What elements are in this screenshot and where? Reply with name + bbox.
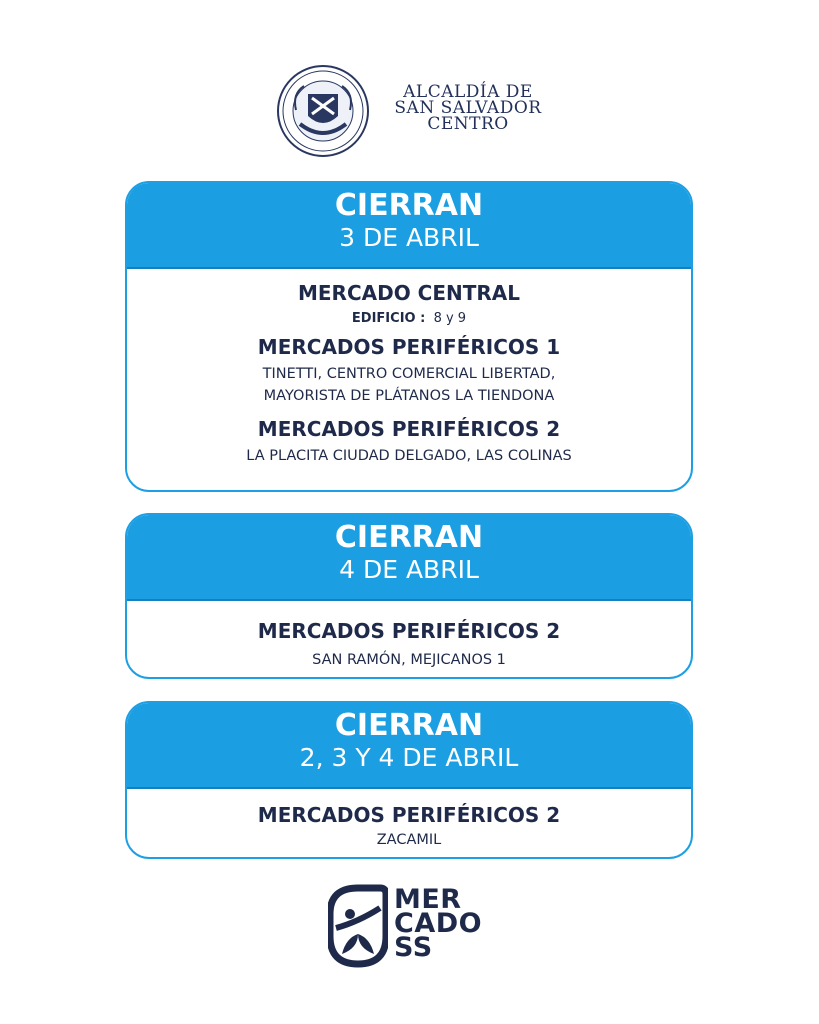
edificio-label: EDIFICIO : [351,311,426,326]
wordmark-line: MER [394,884,462,915]
mercados-ss-logo [328,884,498,968]
edificio-value: 8 y 9 [433,311,467,326]
market-list-line: ZACAMIL [376,832,442,848]
section-heading: MERCADOS PERIFÉRICOS 2 [257,803,561,827]
closure-card [125,701,693,859]
market-list-line: SAN RAMÓN, MEJICANOS 1 [312,652,506,668]
closure-card [125,181,693,492]
wordmark-line: SS [394,932,433,963]
section-heading: MERCADO CENTRAL [297,281,521,305]
market-list-line: LA PLACITA CIUDAD DELGADO, LAS COLINAS [246,448,572,464]
market-list-line: MAYORISTA DE PLÁTANOS LA TIENDONA [263,388,555,404]
wordmark-line: CADO [394,908,483,939]
edificio-info [127,309,691,329]
card-title: CIERRAN [334,188,484,223]
card-body [127,789,691,851]
closure-card [125,513,693,679]
card-header [127,515,691,601]
mercados-emblem-icon [328,884,388,968]
org-line: CENTRO [427,114,509,134]
alcaldia-wordmark [380,84,556,132]
card-body [127,601,691,671]
card-header [127,703,691,789]
section-heading: MERCADOS PERIFÉRICOS 2 [257,417,561,441]
mercados-wordmark [394,884,498,963]
card-title: CIERRAN [334,520,484,555]
market-list-line: TINETTI, CENTRO COMERCIAL LIBERTAD, [262,366,556,382]
section-heading: MERCADOS PERIFÉRICOS 1 [257,335,561,359]
card-header [127,183,691,269]
org-line: SAN SALVADOR [394,98,542,118]
card-date: 2, 3 Y 4 DE ABRIL [299,743,519,772]
section-heading: MERCADOS PERIFÉRICOS 2 [257,619,561,643]
municipal-seal-icon [276,64,370,158]
alcaldia-logo [276,64,556,160]
org-line: ALCALDÍA DE [403,82,533,102]
card-title: CIERRAN [334,708,484,743]
card-body [127,269,691,467]
card-date: 3 DE ABRIL [339,223,479,252]
card-date: 4 DE ABRIL [339,555,479,584]
